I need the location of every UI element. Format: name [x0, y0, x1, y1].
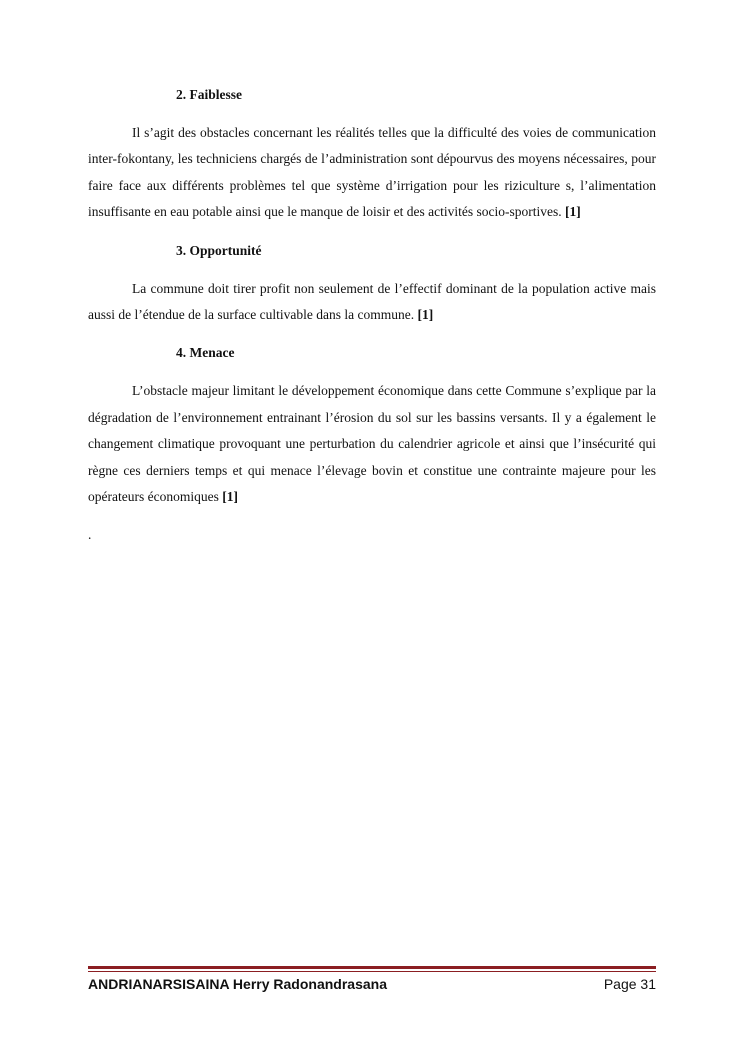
- trailing-period: .: [88, 527, 92, 543]
- citation-ref: [1]: [222, 489, 238, 505]
- section-text: Il s’agit des obstacles concernant les réalités telles que la difficulté des voies de communication inter-fokontany, les techniciens chargés de l’administration sont dépourvus des moyens nécessaires, pour faire face aux différents problèmes tel que système d’irrigation pour les riziculture s, l’alimentation insuffisante en eau potable ainsi que le manque de loisir et des activités socio-sportives.: [88, 125, 656, 220]
- page-number: Page 31: [603, 976, 656, 992]
- section-text: La commune doit tirer profit non seulement de l’effectif dominant de la population active mais aussi de l’étendue de la surface cultivable dans la commune.: [88, 280, 656, 323]
- section-body-opportunite: [88, 276, 656, 329]
- footer-author: ANDRIANARSISAINA Herry Radonandrasana: [88, 976, 387, 992]
- page-content: [88, 82, 656, 548]
- page-footer: [88, 974, 656, 994]
- footer-rule-thin: [88, 971, 656, 972]
- section-body-faiblesse: [88, 120, 656, 226]
- citation-ref: [1]: [417, 307, 434, 323]
- section-text: L’obstacle majeur limitant le développement économique dans cette Commune s’explique par la dégradation de l’environnement entrainant l’érosion du sol sur les bassins versants. Il y a également le changement climatique provoquant une perturbation du calendrier agricole et ainsi que l’insécurité qui règne ces derniers temps et qui menace l’élevage bovin et constitue une contrainte majeure pour les opérateurs économiques: [88, 383, 656, 505]
- footer-rule-thick: [88, 966, 656, 969]
- section-body-menace: [88, 378, 656, 510]
- citation-ref: [1]: [565, 204, 581, 220]
- section-heading-menace: 4. Menace: [176, 345, 235, 361]
- section-heading-opportunite: 3. Opportunité: [176, 242, 262, 258]
- section-heading-faiblesse: 2. Faiblesse: [176, 87, 242, 102]
